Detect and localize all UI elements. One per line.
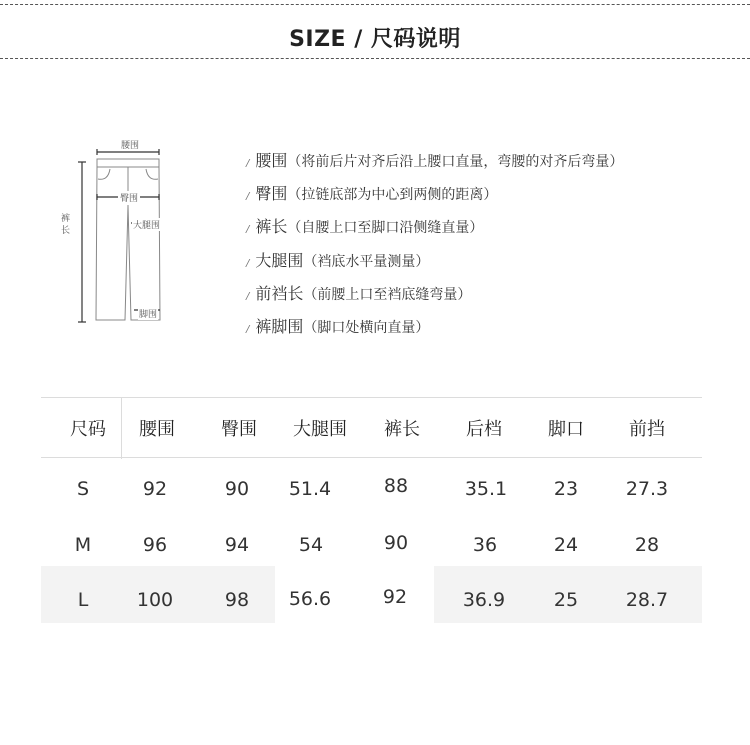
table-cell: 36.9: [462, 589, 506, 611]
table-cell: 23: [553, 478, 579, 500]
column-header: 前挡: [629, 419, 665, 440]
table-cell: 28: [634, 534, 660, 556]
column-header: 尺码: [70, 419, 106, 440]
title-dashed-rule: [0, 58, 750, 59]
table-header-rule: [41, 457, 702, 458]
column-header: 臀围: [221, 419, 257, 440]
table-cell: 24: [553, 534, 579, 556]
top-dashed-rule: [0, 4, 750, 5]
note-item: / 裤脚围（脚口处横向直量）: [246, 316, 430, 336]
table-cell: 35.1: [464, 478, 508, 500]
note-item: / 前裆长（前腰上口至裆底缝弯量）: [246, 283, 472, 303]
note-item: / 腰围（将前后片对齐后沿上腰口直量，弯腰的对齐后弯量）: [246, 151, 624, 170]
table-top-rule: [41, 397, 702, 398]
note-item: / 臀围（拉链底部为中心到两侧的距离）: [246, 184, 498, 204]
table-cell: 100: [136, 589, 174, 611]
diagram-hem-label: 脚围: [138, 307, 158, 320]
column-header: 裤长: [384, 419, 420, 440]
table-column-rule: [121, 397, 122, 459]
table-cell: 25: [553, 589, 579, 611]
column-header: 大腿围: [293, 419, 347, 440]
column-header: 脚口: [548, 419, 584, 440]
table-cell: 96: [142, 534, 168, 556]
table-cell: 94: [224, 534, 250, 556]
table-cell: L: [77, 589, 89, 611]
table-cell: 92: [142, 478, 168, 500]
diagram-thigh-label: 大腿围: [132, 218, 161, 231]
measurement-notes: [246, 148, 623, 347]
trouser-diagram: [60, 135, 200, 335]
table-cell: 27.3: [625, 478, 669, 500]
note-item: / 大腿围（裆底水平量测量）: [246, 250, 430, 270]
column-header: 腰围: [139, 419, 175, 440]
table-cell: 98: [224, 589, 250, 611]
column-header: 后档: [466, 419, 502, 440]
diagram-length-label: 裤长: [61, 213, 75, 237]
table-cell: 51.4: [288, 478, 332, 500]
table-cell: 88: [383, 475, 409, 497]
table-cell: 56.6: [288, 588, 332, 610]
table-cell: S: [76, 478, 90, 500]
diagram-waist-label: 腰围: [119, 138, 141, 151]
trouser-outline-icon: [60, 135, 200, 335]
note-item: / 裤长（自腰上口至脚口沿侧缝直量）: [246, 217, 484, 237]
page-title: SIZE / 尺码说明: [289, 27, 461, 52]
table-cell: 28.7: [625, 589, 669, 611]
table-cell: 54: [298, 534, 324, 556]
table-cell: 92: [382, 586, 408, 608]
table-cell: M: [74, 534, 92, 556]
table-cell: 90: [224, 478, 250, 500]
diagram-hip-label: 臀围: [118, 191, 140, 204]
table-cell: 90: [383, 532, 409, 554]
table-cell: 36: [472, 534, 498, 556]
size-table: [41, 397, 702, 627]
